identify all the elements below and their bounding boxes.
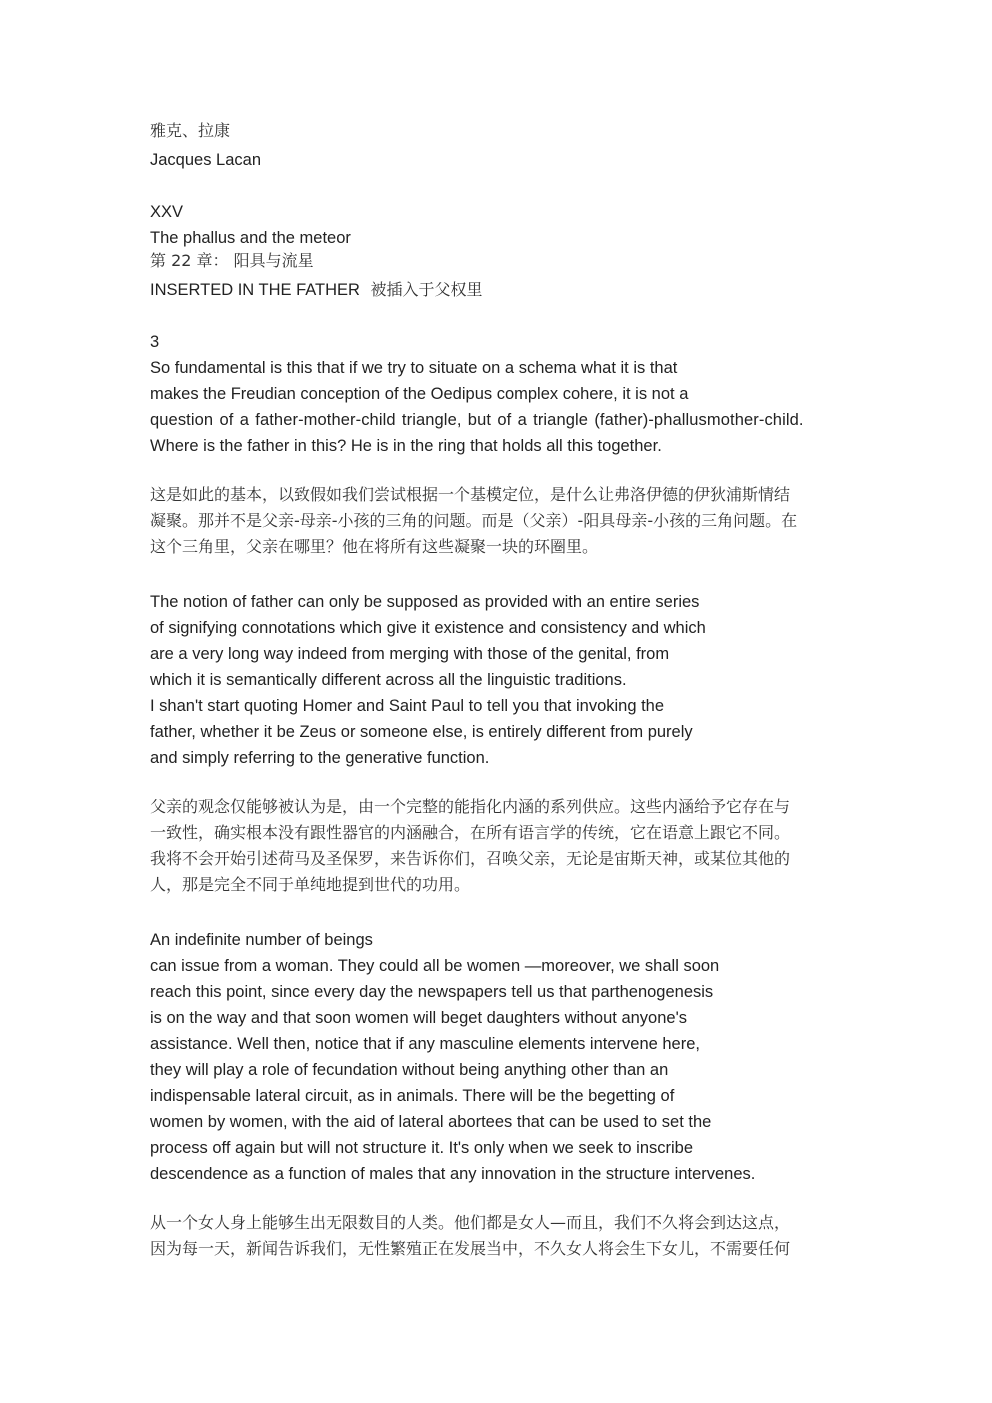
paragraph-line: 因为每一天，新闻告诉我们，无性繁殖正在发展当中，不久女人将会生下女儿，不需要任何 [150,1239,791,1258]
paragraph-line: An indefinite number of beings [150,931,373,949]
chinese-paragraph [150,482,842,560]
paragraph-line: 父亲的观念仅能够被认为是，由一个完整的能指化内涵的系列供应。这些内涵给予它存在与 [150,797,791,816]
paragraph-line: process off again but will not structure it. It's only when we seek to inscribe [150,1139,694,1157]
author-name: Jacques Lacan [150,151,261,169]
paragraph-line: 一致性，确实根本没有跟性器官的内涵融合，在所有语言学的传统，它在语意上跟它不同。 [150,823,791,842]
paragraph-line: 这是如此的基本，以致假如我们尝试根据一个基模定位，是什么让弗洛伊德的伊狄浦斯情结 [150,485,791,504]
paragraph-line: question of a father-mother-child triangle, but of a triangle (father)-phallusmother-child. [150,411,804,429]
paragraph-line: 凝聚。那并不是父亲-母亲-小孩的三角的问题。而是（父亲）-阳具母亲-小孩的三角问题。在 [150,511,798,530]
paragraph-line: I shan't start quoting Homer and Saint Paul to tell you that invoking the [150,697,665,715]
section-number: 3 [150,333,160,351]
paragraph-line: 我将不会开始引述荷马及圣保罗，来告诉你们，召唤父亲，无论是宙斯天神，或某位其他的 [150,849,791,868]
paragraph-line: indispensable lateral circuit, as in animals. There will be the begetting of [150,1087,675,1105]
seminar-number: XXV [150,203,184,221]
paragraph-line: 人，那是完全不同于单纯地提到世代的功用。 [150,875,471,894]
paragraph-line: is on the way and that soon women will beget daughters without anyone's [150,1009,687,1027]
paragraph-line: of signifying connotations which give it existence and consistency and which [150,619,706,637]
chapter-title-chinese: 第 22 章： 阳具与流星 [150,251,314,270]
paragraph-line: are a very long way indeed from merging with those of the genital, from [150,645,670,663]
chinese-paragraph [150,794,842,898]
paragraph-line: father, whether it be Zeus or someone else, is entirely different from purely [150,723,693,741]
paragraph-line: and simply referring to the generative function. [150,749,490,767]
chinese-paragraph [150,1210,842,1262]
paragraph-line: The notion of father can only be supposed as provided with an entire series [150,593,700,611]
section-title-english: INSERTED IN THE FATHER [150,281,360,299]
paragraph-line: So fundamental is this that if we try to situate on a schema what it is that [150,359,678,377]
paragraph-line: reach this point, since every day the newspapers tell us that parthenogenesis [150,983,714,1001]
paragraph-line: women by women, with the aid of lateral abortees that can be used to set the [150,1113,712,1131]
paragraph-line: makes the Freudian conception of the Oedipus complex cohere, it is not a [150,385,689,403]
paragraph-line: assistance. Well then, notice that if any masculine elements intervene here, [150,1035,700,1053]
section-title [150,280,483,300]
paragraph-line: which it is semantically different across all the linguistic traditions. [150,671,627,689]
paragraph-line: descendence as a function of males that any innovation in the structure intervenes. [150,1165,756,1183]
paragraph-line: 从一个女人身上能够生出无限数目的人类。他们都是女人—而且，我们不久将会到达这点， [150,1213,791,1232]
chapter-title: The phallus and the meteor [150,229,351,247]
section-title-chinese: 被插入于父权里 [370,280,483,299]
author-name-chinese: 雅克、拉康 [150,121,231,140]
paragraph-line: they will play a role of fecundation without being anything other than an [150,1061,669,1079]
paragraph-line: 这个三角里，父亲在哪里？他在将所有这些凝聚一块的环圈里。 [150,537,599,556]
paragraph-line: Where is the father in this? He is in the ring that holds all this together. [150,437,662,455]
paragraph-line: can issue from a woman. They could all be women —moreover, we shall soon [150,957,720,975]
